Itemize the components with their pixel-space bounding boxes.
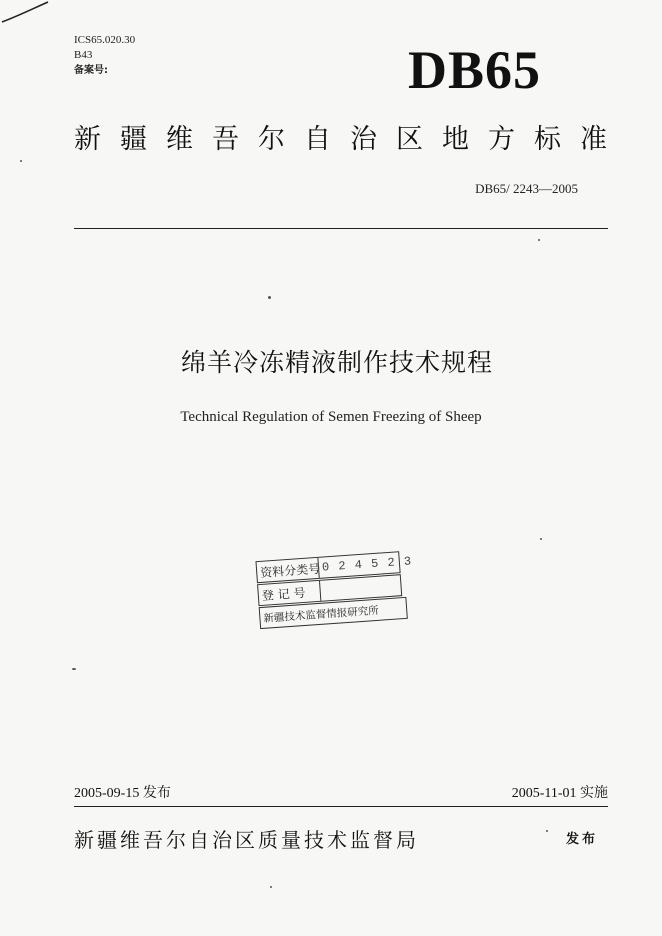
document-title-english: Technical Regulation of Semen Freezing of Sheep — [180, 409, 482, 425]
scan-speck — [538, 239, 540, 241]
implementation-date: 2005-11-01 实施 — [511, 786, 608, 801]
scan-speck — [72, 668, 76, 670]
ics-code: ICS65.020.30 — [74, 34, 136, 46]
scan-speck — [268, 296, 271, 299]
scan-speck — [270, 886, 272, 888]
scan-speck — [540, 538, 542, 540]
stamp-institute: 新疆技术监督情报研究所 — [263, 604, 380, 625]
standard-number: DB65/ 2243—2005 — [475, 181, 578, 196]
document-title-chinese: 绵羊冷冻精液制作技术规程 — [180, 348, 493, 377]
stamp-label: 资料分类号 — [257, 558, 320, 582]
issuing-authority: 新疆维吾尔自治区质量技术监督局 — [74, 828, 419, 852]
classification-code: B43 — [74, 49, 93, 61]
archive-stamp — [255, 551, 413, 639]
scan-speck — [546, 830, 548, 832]
scan-speck — [20, 160, 22, 162]
header-divider — [74, 228, 608, 229]
footer-divider — [74, 806, 608, 807]
issue-label: 发布 — [566, 832, 599, 847]
filing-number-label: 备案号: — [74, 65, 108, 76]
pen-mark — [0, 0, 60, 30]
release-date: 2005-09-15 发布 — [74, 786, 171, 801]
stamp-value — [320, 580, 327, 600]
stamp-label: 登 记 号 — [258, 581, 321, 605]
standard-type-heading: 新疆维吾尔自治区地方标准 — [74, 124, 626, 155]
stamp-value: 0 2 4 5 2 3 — [321, 554, 413, 575]
standard-logo: DB65 — [408, 40, 542, 100]
